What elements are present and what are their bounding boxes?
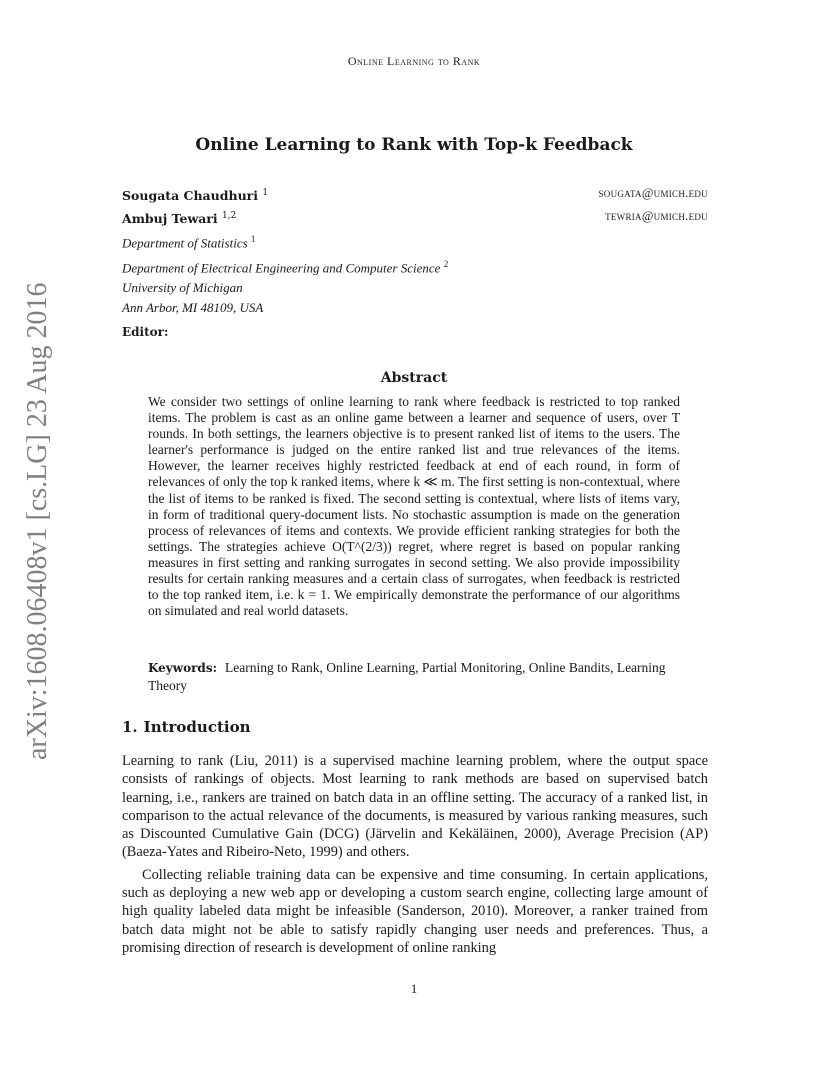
- keywords-text: Learning to Rank, Online Learning, Partial Monitoring, Online Bandits, Learning Theory: [148, 660, 666, 693]
- author-row: [122, 206, 708, 229]
- keywords: [148, 659, 688, 694]
- editor-label: Editor:: [122, 325, 169, 339]
- abstract-heading: Abstract: [380, 370, 448, 386]
- section-title: Introduction: [143, 718, 251, 736]
- affiliation: Department of Electrical Engineering and Computer Science $^2$: [122, 258, 449, 275]
- affiliation: Ann Arbor, MI 48109, USA: [122, 299, 264, 315]
- author-block: [122, 183, 708, 318]
- author-name: Ambuj Tewari $^{1,2}$: [122, 211, 237, 227]
- paper-title: Online Learning to Rank with Top-k Feedback: [195, 135, 633, 155]
- section-number: 1.: [122, 718, 138, 736]
- abstract-text: We consider two settings of online learning to rank where feedback is restricted to top ranked items. The problem is cast as an online game between a learner and sequence of users, over T rounds. In both settings, the learners objective is to present ranked list of items to the users. The learner's performance is judged on the entire ranked list and true relevances of the items. However, the learner receives highly restricted feedback at end of each round, in form of relevances of only the top k ranked items, where k ≪ m. The first setting is non-contextual, where the list of items to be ranked is fixed. The second setting is contextual, where lists of items vary, in form of traditional query-document lists. No stochastic assumption is made on the generation process of relevances of items and contexts. We provide efficient ranking strategies for both the settings. The strategies achieve O(T^(2/3)) regret, where regret is based on popular ranking measures in first setting and ranking surrogates in second setting. We also provide impossibility results for certain ranking measures and a certain class of surrogates, when feedback is restricted to the top ranked item, i.e. k = 1. We empirically demonstrate the performance of our algorithms on simulated and real world datasets.: [148, 394, 680, 619]
- keywords-label: Keywords:: [148, 661, 218, 675]
- affiliation: Department of Statistics $^1$: [122, 234, 256, 251]
- introduction-body: [122, 752, 708, 957]
- paragraph: Learning to rank (Liu, 2011) is a supervised machine learning problem, where the output space consists of rankings of objects. Most learning to rank methods are based on supervised batch learning, i.e., rankers are trained on batch data in an offline setting. The accuracy of a ranked list, in comparison to the actual relevance of the documents, is measured by various ranking measures, such as Discounted Cumulative Gain (DCG) (Järvelin and Kekäläinen, 2000), Average Precision (AP) (Baeza-Yates and Ribeiro-Neto, 1999) and others.: [122, 753, 708, 861]
- page-number: 1: [410, 981, 418, 996]
- section-heading: [122, 718, 251, 736]
- running-head: Online Learning to Rank: [347, 54, 481, 68]
- author-email[interactable]: sougata@umich.edu: [598, 186, 708, 200]
- author-name: Sougata Chaudhuri $^1$: [122, 188, 269, 204]
- affiliation: University of Michigan: [122, 279, 243, 295]
- arxiv-identifier: arXiv:1608.06408v1 [cs.LG] 23 Aug 2016: [22, 282, 53, 760]
- paragraph: Collecting reliable training data can be expensive and time consuming. In certain applications, such as deploying a new web app or developing a custom search engine, collecting large amount of high quality labeled data might be infeasible (Sanderson, 2010). Moreover, a ranker trained from batch data might not be able to satisfy rapidly changing user needs and preferences. Thus, a promising direction of research is development of online ranking: [122, 866, 708, 956]
- author-row: [122, 183, 708, 206]
- author-email[interactable]: tewria@umich.edu: [605, 209, 708, 224]
